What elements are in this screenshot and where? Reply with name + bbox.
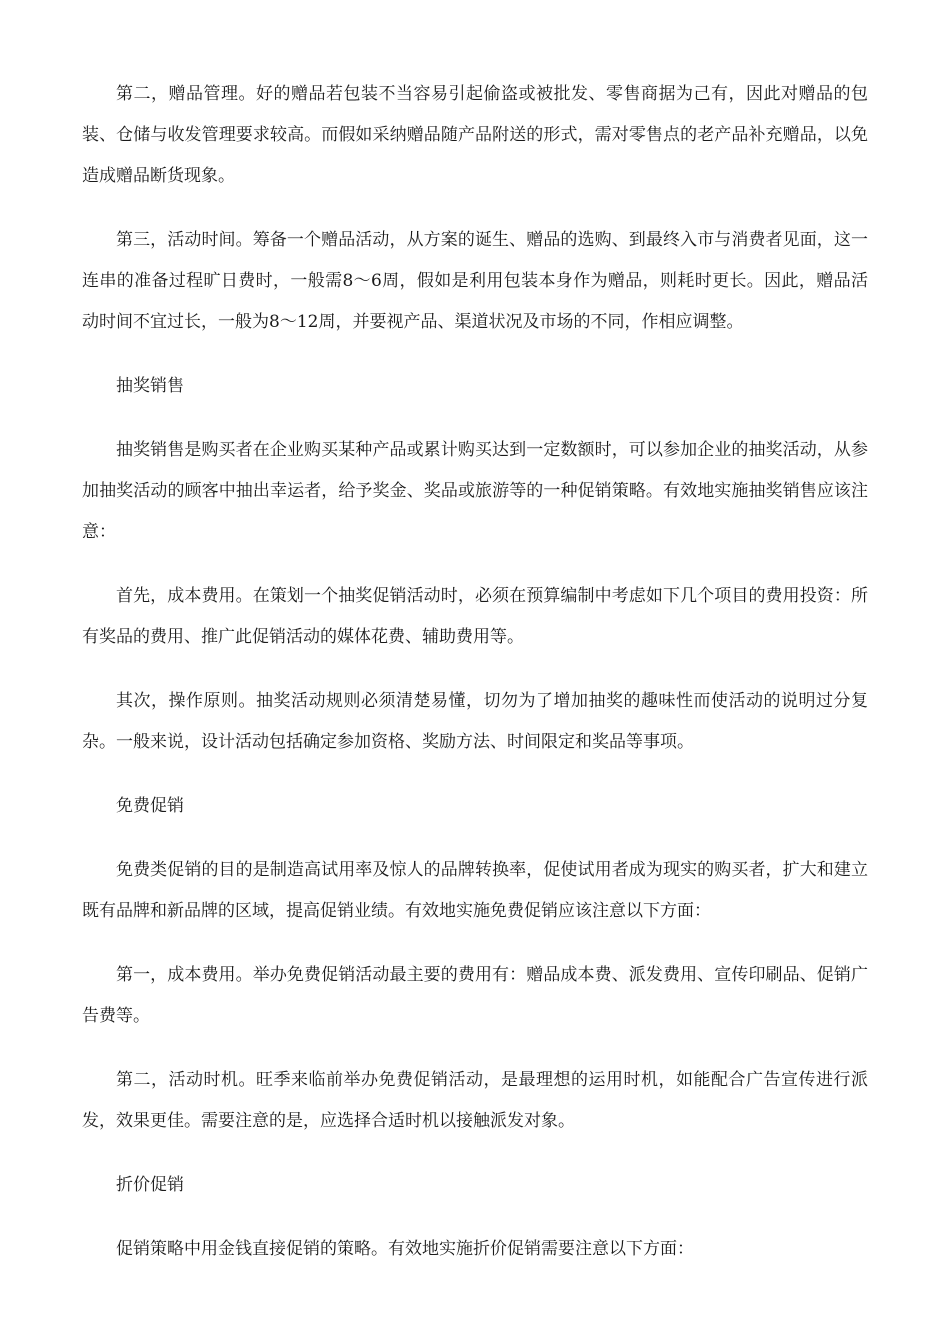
paragraph-free-timing: 第二，活动时机。旺季来临前举办免费促销活动，是最理想的运用时机，如能配合广告宣传进行派发，效果更佳。需要注意的是，应选择合适时机以接触派发对象。 <box>82 1070 868 1131</box>
paragraph-discount-definition: 促销策略中用金钱直接促销的策略。有效地实施折价促销需要注意以下方面： <box>116 1239 694 1259</box>
paragraph-activity-time: 第三，活动时间。筹备一个赠品活动，从方案的诞生、赠品的选购、到最终入市与消费者见面，这一连串的准备过程旷日费时，一般需8～6周，假如是利用包装本身作为赠品，则耗时更长。因此，赠品活动时间不宜过长，一般为8～12周，并要视产品、渠道状况及市场的不同，作相应调整。 <box>82 230 868 332</box>
paragraph-free-cost: 第一，成本费用。举办免费促销活动最主要的费用有：赠品成本费、派发费用、宣传印刷品、促销广告费等。 <box>82 965 868 1026</box>
paragraph-lottery-definition: 抽奖销售是购买者在企业购买某种产品或累计购买达到一定数额时，可以参加企业的抽奖活动，从参加抽奖活动的顾客中抽出幸运者，给予奖金、奖品或旅游等的一种促销策略。有效地实施抽奖销售应该注意： <box>82 440 868 542</box>
heading-free-promotion: 免费促销 <box>116 796 184 816</box>
paragraph-lottery-cost: 首先，成本费用。在策划一个抽奖促销活动时，必须在预算编制中考虑如下几个项目的费用投资：所有奖品的费用、推广此促销活动的媒体花费、辅助费用等。 <box>82 586 868 647</box>
heading-discount-promotion: 折价促销 <box>116 1175 184 1195</box>
document-body <box>82 74 868 1293</box>
paragraph-gift-management: 第二，赠品管理。好的赠品若包装不当容易引起偷盗或被批发、零售商据为己有，因此对赠品的包装、仓储与收发管理要求较高。而假如采纳赠品随产品附送的形式，需对零售点的老产品补充赠品，以免造成赠品断货现象。 <box>82 84 868 186</box>
heading-lottery-sales: 抽奖销售 <box>116 376 184 396</box>
paragraph-lottery-principle: 其次，操作原则。抽奖活动规则必须清楚易懂，切勿为了增加抽奖的趣味性而使活动的说明过分复杂。一般来说，设计活动包括确定参加资格、奖励方法、时间限定和奖品等事项。 <box>82 691 868 752</box>
paragraph-free-definition: 免费类促销的目的是制造高试用率及惊人的品牌转换率，促使试用者成为现实的购买者，扩大和建立既有品牌和新品牌的区域，提高促销业绩。有效地实施免费促销应该注意以下方面： <box>82 860 868 921</box>
